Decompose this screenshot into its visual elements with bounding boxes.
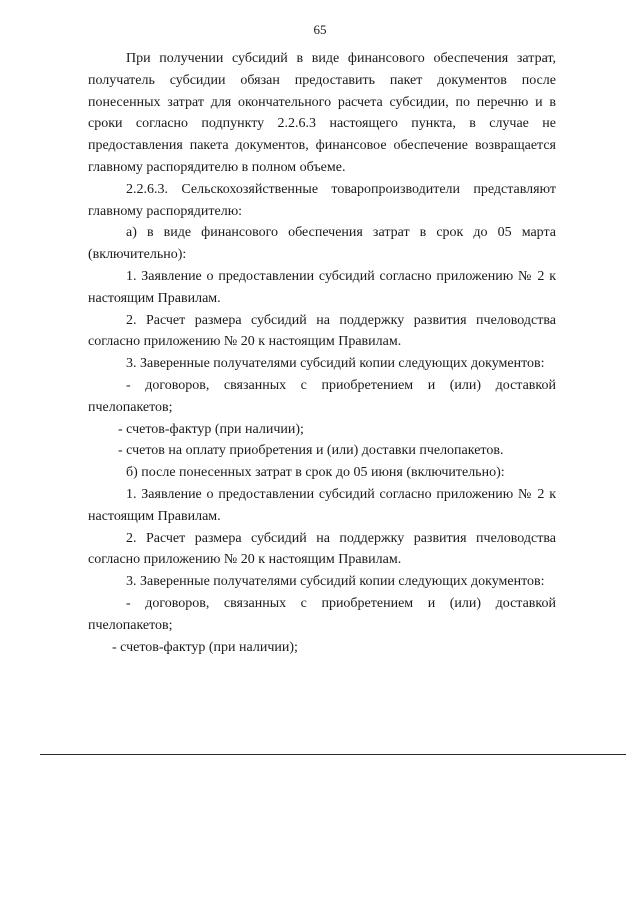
footer-divider: [40, 754, 626, 755]
paragraph-a-contracts: - договоров, связанных с приобретением и (или) доставкой пчелопакетов;: [88, 377, 556, 415]
page-number: 65: [313, 22, 327, 37]
paragraph-b-contracts: - договоров, связанных с приобретением и (или) доставкой пчелопакетов;: [88, 595, 556, 633]
paragraph-b-item-2: 2. Расчет размера субсидий на поддержку развития пчеловодства согласно приложению № 20 к настоящим Правилам.: [88, 530, 556, 568]
document-body: [88, 48, 556, 658]
paragraph-a-invoices: - счетов-фактур (при наличии);: [118, 421, 304, 437]
paragraph-b-after-costs: б) после понесенных затрат в срок до 05 июня (включительно):: [126, 465, 505, 481]
paragraph-a-item-3: 3. Заверенные получателями субсидий копии следующих документов:: [126, 356, 545, 372]
paragraph-2-2-6-3: 2.2.6.3. Сельскохозяйственные товаропроизводители представляют главному распорядителю:: [88, 181, 556, 219]
paragraph-a-financial-provision: а) в виде финансового обеспечения затрат в срок до 05 марта (включительно):: [88, 225, 556, 263]
paragraph-b-item-3: 3. Заверенные получателями субсидий копии следующих документов:: [126, 574, 545, 590]
paragraph-b-item-1: 1. Заявление о предоставлении субсидий согласно приложению № 2 к настоящим Правилам.: [88, 486, 556, 524]
paragraph-a-item-1: 1. Заявление о предоставлении субсидий согласно приложению № 2 к настоящим Правилам.: [88, 268, 556, 306]
paragraph-a-payment-bills: - счетов на оплату приобретения и (или) доставки пчелопакетов.: [118, 443, 504, 459]
paragraph-subsidy-conditions: При получении субсидий в виде финансового обеспечения затрат, получатель субсидии обязан предоставить пакет документов после понесенных затрат для окончательного расчета субсидии, по перечню и в сроки согласно подпункту 2.2.6.3 настоящего пункта, в случае не предоставления пакета документов, финансовое обеспечение возвращается главному распорядителю в полном объеме.: [88, 51, 556, 175]
paragraph-b-invoices: - счетов-фактур (при наличии);: [112, 639, 298, 655]
paragraph-a-item-2: 2. Расчет размера субсидий на поддержку развития пчеловодства согласно приложению № 20 к настоящим Правилам.: [88, 312, 556, 350]
